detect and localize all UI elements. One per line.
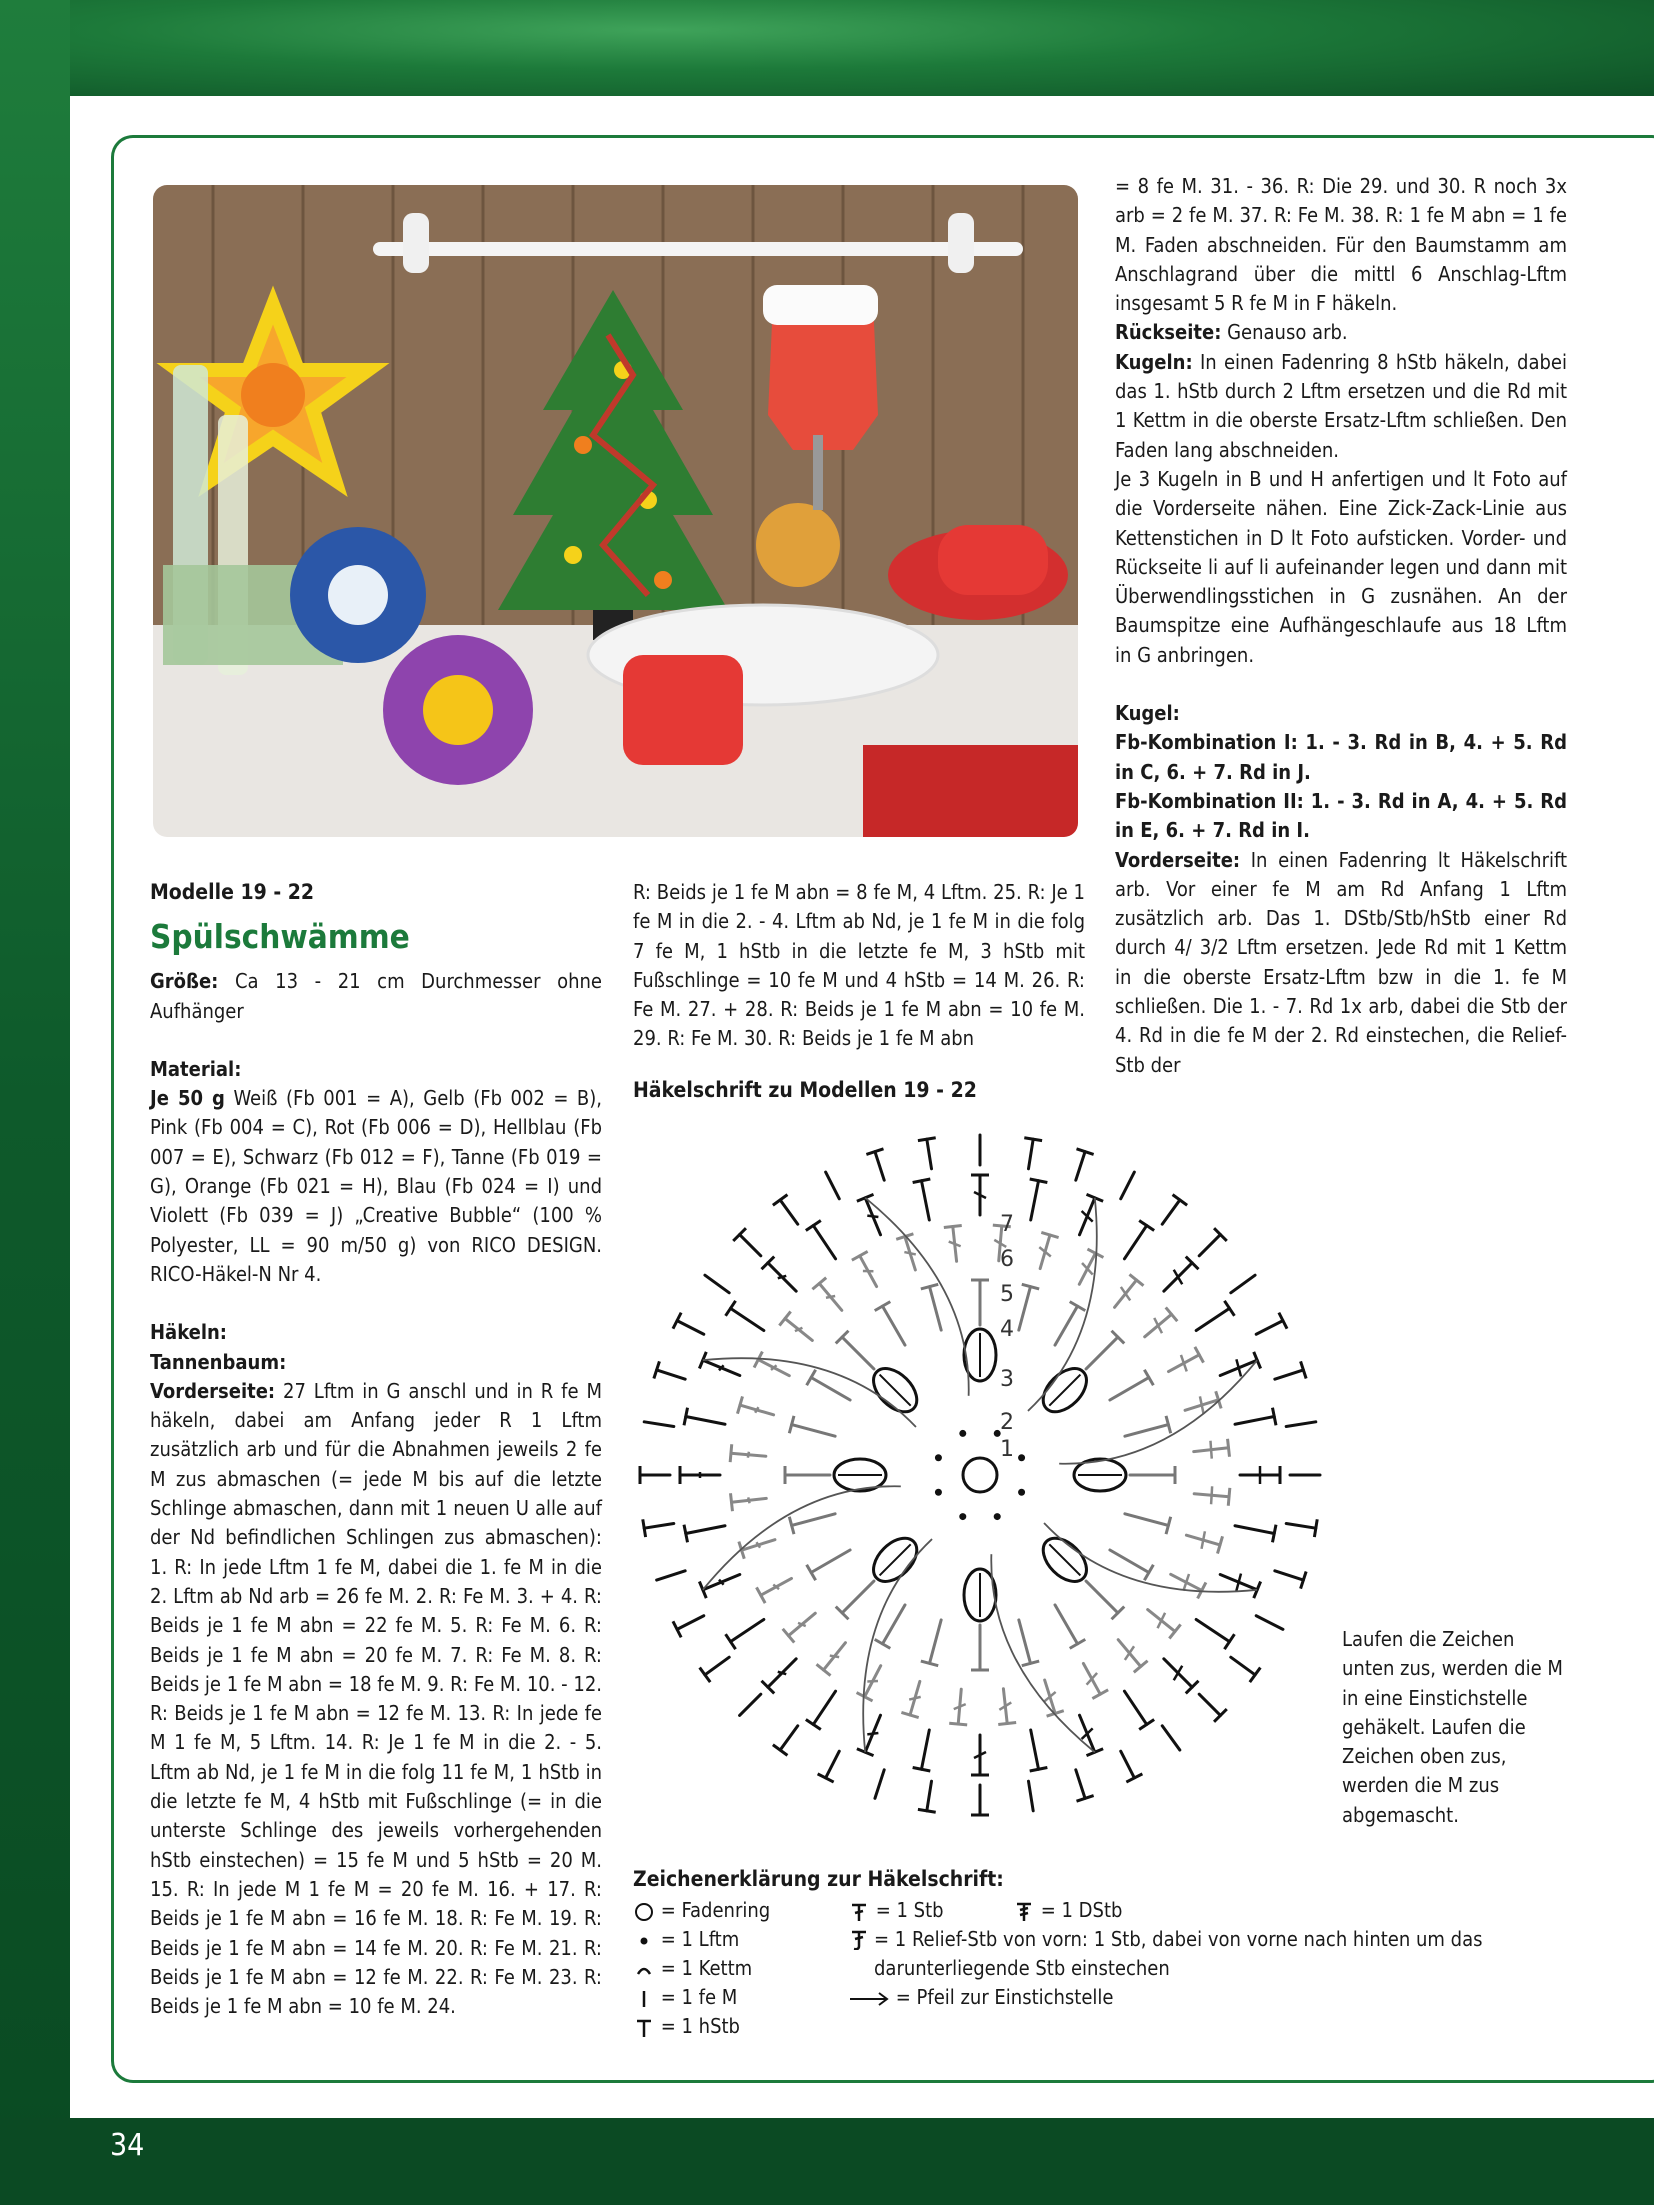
stitch-round-5 [813,1691,835,1724]
top-background [0,0,1654,100]
size-paragraph [150,967,602,1026]
round-number-label: 5 [1000,1282,1014,1307]
stitch-round-7-top [773,1195,788,1206]
stitch-round-5-bar [867,1216,878,1217]
stitch-round-6-top [730,1444,732,1462]
text-block: Je 3 Kugeln in B und H anfertigen und lt Foto auf die Vorderseite nähen. Eine Zick-Zack-Linie aus Kettenstichen in D lt Foto aufsticken. Vorder- und Rückseite li auf li aufeinander legen und dann mit Überwendlingsstichen in G zusnähen. An der Baumspitze eine Aufhängeschlaufe aus 18 Lftm in G anbringen. [1115,466,1567,667]
chain-stitch-symbol [1018,1489,1025,1496]
stitch-round-4 [883,1306,906,1345]
chain-stitch-symbol [959,1513,966,1520]
stitch-round-6-bar [1200,1396,1204,1413]
chain-stitch-symbol [959,1430,966,1437]
stitch-round-6-bar [826,1296,835,1298]
stitch-round-5-top [1139,1221,1154,1231]
stitch-round-6-bar [1202,1531,1205,1549]
stitch-round-5 [1124,1226,1146,1259]
kugeln-paragraph [1115,348,1567,465]
stitch-round-4 [792,1514,835,1526]
stitch-round-6-bar [1154,1318,1162,1333]
stitch-round-5 [1124,1691,1146,1724]
stitch-round-7 [875,1770,884,1799]
stitch-round-4 [1086,1581,1118,1613]
legend-item [633,2012,843,2041]
stitch-round-6-top [944,1226,962,1228]
stitch-round-7 [657,1571,686,1580]
chain-stitch-symbol [994,1513,1001,1520]
stitch-round-6-top [1228,1488,1230,1506]
legend-item [848,1983,1593,2012]
stb-icon [848,1901,870,1923]
stitch-round-7 [740,1694,761,1715]
legend-item [633,1896,843,1925]
legend-column-2 [848,1896,1593,2012]
stitch-round-6-bar [748,1452,749,1458]
stitch-round-4-top [1144,1370,1153,1386]
legend-text: = 1 Relief-Stb von vorn: 1 Stb, dabei von vorne nach hinten um das darunterliegende Stb einstechen [874,1927,1483,1980]
lftm-icon [633,1930,655,1952]
stitch-round-5-top [726,1634,736,1649]
crochet-chart [630,1110,1350,1840]
product-photo [153,185,1078,837]
material-paragraph [150,1084,602,1289]
stitch-round-5 [1031,1730,1039,1769]
stitch-round-7 [1076,1770,1085,1799]
stitch-round-5-top [1272,1525,1276,1543]
material-text: Weiß (Fb 001 = A), Gelb (Fb 002 = B), Pink (Fb 004 = C), Rot (Fb 006 = D), Hellblau (Fb 007 = E), Schwarz (Fb 012 = F), Tanne (Fb 019 = G), Orange (Fb 021 = H), Blau (Fb 024 = I) und Violett (Fb 039 = J) „Creative Bubble“ (100 % Polyester, LL = 90 m/50 g) von RICO DESIGN. RICO-Häkel-N Nr 4. [150,1086,603,1286]
legend [633,1865,1593,2038]
stitch-round-7 [705,1275,729,1293]
stitch-round-7-top [1250,1668,1261,1683]
stitch-round-7 [1275,1370,1304,1379]
stitch-round-5 [921,1730,929,1769]
material-label: Material: [150,1056,242,1081]
hstb-icon [633,2017,655,2039]
stitch-round-7 [1231,1657,1255,1675]
stitch-round-7 [1199,1235,1220,1256]
stitch-round-7 [780,1200,798,1224]
stitch-round-7 [826,1172,840,1199]
stitch-round-6-bar [1158,1613,1166,1628]
legend-item [848,1925,1593,1983]
stitch-round-6-top [949,1723,967,1725]
text-block: = 8 fe M. 31. - 36. R: Die 29. und 30. R noch 3x arb = 2 fe M. 37. R: Fe M. 38. R: 1 fe M abn = 1 fe M. Faden abschneiden. Für den Baumstamm am Anschlagrand über die mittl 6 Anschlag-Lftm insgesamt 5 R fe M in F häkeln. [1115,174,1567,316]
stitch-round-7 [1076,1152,1085,1181]
stitch-round-7 [740,1235,761,1256]
legend-title: Zeichenerklärung zur Häkelschrift: [633,1867,1004,1891]
stitch-round-7-top [773,1745,788,1756]
stitch-round-5-top [1030,1767,1048,1771]
stitch-round-7 [644,1523,674,1528]
stitch-round-7 [644,1422,674,1427]
stitch-round-5-top [726,1301,736,1316]
stitch-round-6-bar [1211,1486,1212,1504]
stitch-round-7 [826,1751,840,1778]
legend-item [848,1896,1593,1925]
tannenbaum-label: Tannenbaum: [150,1349,287,1374]
stitch-round-5 [1235,1526,1274,1534]
legend-text: = 1 hStb [660,2014,740,2038]
kugel-vorderseite-paragraph [1115,846,1567,1080]
stitch-round-5 [813,1226,835,1259]
stitch-round-7 [657,1370,686,1379]
text-block: R: Beids je 1 fe M abn = 8 fe M, 4 Lftm. 25. R: Je 1 fe M in die 2. - 4. Lftm ab Nd, je 1 fe M in die folg 7 fe M, 1 hStb in die letzte fe M, 3 hStb mit Fußschlinge = 10 fe M und 4 hStb = 14 M. 26. R: Fe M. 27. + 28. R: Beids je 1 fe M abn = 10 fe M. 29. R: Fe M. 30. R: Beids je 1 fe M abn [633,880,1085,1051]
stitch-round-5-bar [867,1733,878,1734]
stitch-round-4-top [875,1639,891,1648]
chain-stitch-symbol [935,1489,942,1496]
stitch-round-7 [1231,1275,1255,1293]
stitch-round-5 [686,1526,725,1534]
stitch-round-6-top [731,1493,733,1511]
stitch-round-7 [1199,1694,1220,1715]
stitch-round-7 [1286,1523,1316,1528]
stitch-round-6-top [1228,1439,1230,1457]
stitch-round-4 [1086,1337,1118,1369]
stitch-round-7-top [643,1519,646,1537]
stitch-round-5 [1031,1181,1039,1220]
stitch-round-5-top [806,1719,821,1729]
stitch-round-5-top [913,1767,931,1771]
stitch-round-4 [1019,1620,1031,1663]
stitch-round-7 [1028,1139,1033,1169]
stitch-round-7 [677,1616,704,1630]
chart-note: Laufen die Zeichen unten zus, werden die M in eine Einstichstelle gehäkelt. Laufen die Zeichen oben zus, werden die M zus abgemascht. [1342,1627,1563,1827]
stitch-round-4-top [1144,1565,1153,1581]
rueckseite-text: Genauso arb. [1227,320,1348,345]
stitch-round-6-bar [909,1697,921,1700]
round-number-label: 3 [1000,1367,1014,1392]
kettm-icon [633,1959,655,1981]
stitch-round-5-top [1272,1408,1276,1426]
round-number-label: 7 [1000,1212,1014,1237]
stitch-round-7 [1256,1616,1283,1630]
stitch-round-5 [731,1619,764,1641]
stitch-round-7 [1028,1781,1033,1811]
kugel-label: Kugel: [1115,701,1180,726]
stitch-round-4 [1125,1514,1168,1526]
stitch-round-7 [1121,1751,1135,1778]
stitch-round-7 [927,1781,932,1811]
stitch-round-5-top [1030,1179,1048,1183]
stitch-round-5-top [1224,1634,1234,1649]
stitch-round-4 [842,1581,874,1613]
stitch-round-5 [1196,1308,1229,1330]
stitch-round-4 [883,1605,906,1644]
round-number-label: 4 [1000,1317,1014,1342]
stitch-round-4-top [807,1565,816,1581]
stitch-round-7-top [1314,1519,1317,1537]
stitch-round-7 [1275,1571,1304,1580]
stitch-round-7 [705,1657,729,1675]
size-label: Größe: [150,969,219,994]
legend-item [633,1983,843,2012]
legend-text: = 1 Stb [875,1898,944,1922]
stitch-round-7 [677,1321,704,1335]
stitch-round-4-top [1070,1302,1086,1311]
rueckseite-paragraph [1115,318,1567,347]
stitch-round-6-bar [830,1656,839,1658]
chain-stitch-symbol [935,1454,942,1461]
stitch-round-4 [811,1378,850,1401]
stitch-round-4 [930,1620,942,1663]
column-middle [633,878,1085,1054]
bottom-band [0,2118,1654,2205]
stitch-round-7-top [1173,1195,1188,1206]
stitch-round-7-top [1024,1138,1042,1141]
stitch-round-5 [921,1181,929,1220]
haekeln-label: Häkeln: [150,1320,228,1345]
stitch-round-4-top [875,1302,891,1311]
stitch-round-7 [1256,1321,1283,1335]
stitch-round-5-top [684,1525,688,1543]
fb-kombination-2: Fb-Kombination II: 1. - 3. Rd in A, 4. + 5. Rd in E, 6. + 7. Rd in I. [1115,788,1567,843]
stitch-round-7 [1162,1726,1180,1750]
stitch-round-7-top [918,1809,936,1812]
tannenbaum-paragraph [150,1377,602,2022]
stitch-round-4 [842,1337,874,1369]
stitch-round-4 [1110,1550,1149,1573]
stitch-round-4 [1110,1378,1149,1401]
legend-text: = Fadenring [660,1898,771,1922]
stitch-round-4 [1019,1287,1031,1330]
stitch-round-4-top [807,1370,816,1386]
model-label: Modelle 19 - 22 [150,880,315,904]
stitch-round-7 [1162,1200,1180,1224]
stitch-round-4 [1055,1605,1078,1644]
column-right [1115,172,1567,1080]
stitch-round-5 [686,1416,725,1424]
legend-column-1 [633,1896,843,2041]
stitch-round-7 [1286,1422,1316,1427]
kugeln-label: Kugeln: [1115,349,1193,374]
round-number-label: 1 [1000,1437,1014,1462]
stitch-round-5-top [684,1408,688,1426]
legend-text: = 1 Lftm [660,1927,740,1951]
kugeln-text: In einen Fadenring 8 hStb häkeln, dabei das 1. hStb durch 2 Lftm ersetzen und die Rd mit 1 Kettm in die oberste Ersatz-Lftm schließen. Den Faden lang abschneiden. [1115,349,1567,462]
stitch-round-4 [792,1425,835,1437]
size-text: Ca 13 - 21 cm Durchmesser ohne Aufhänger [150,969,602,1023]
legend-item [633,1954,843,1983]
page-title: Spülschwämme [150,917,410,957]
round-number-label: 2 [1000,1410,1014,1435]
stitch-round-5-top [1224,1301,1234,1316]
page-number: 34 [110,2128,145,2163]
stitch-round-4 [930,1287,942,1330]
stitch-round-4-top [1070,1639,1086,1648]
stitch-round-6-bar [755,1407,758,1413]
fem-icon [633,1988,655,2010]
vorderseite-label: Vorderseite: [1115,847,1241,872]
chart-title: Häkelschrift zu Modellen 19 - 22 [633,1078,977,1102]
stitch-round-4 [1055,1306,1078,1345]
fb-kombination-1: Fb-Kombination I: 1. - 3. Rd in B, 4. + 5. Rd in C, 6. + 7. Rd in J. [1115,730,1567,784]
stitch-round-7 [875,1152,884,1181]
arrow-icon [848,1988,890,2010]
legend-text: = 1 fe M [660,1985,738,2009]
legend-item-dstb [1013,1896,1122,1925]
stitch-round-7 [1121,1172,1135,1199]
fadenring-icon [633,1901,655,1923]
rueckseite-label: Rückseite: [1115,320,1222,345]
vorderseite-label: Vorderseite: [150,1378,276,1403]
legend-text: = 1 Kettm [660,1956,753,1980]
stitch-round-7 [927,1139,932,1169]
vorderseite-text: 27 Lftm in G anschl und in R fe M häkeln, dabei am Anfang jeder R 1 Lftm zusätzlich arb und für die Abnahmen jeweils 2 fe M zus abmaschen (= jede M bis auf die letzte Schlinge abmaschen, dann mit 1 neuen U alle auf der Nd befindlichen Schlingen zus abmaschen): 1. R: In jede Lftm 1 fe M, dabei die 1. fe M in die 2. Lftm ab Nd arb = 26 fe M. 2. R: Fe M. 3. + 4. R: Beids je 1 fe M abn = 22 fe M. 5. R: Fe M. 6. R: Beids je 1 fe M abn = 20 fe M. 7. R: Fe M. 8. R: Beids je 1 fe M abn = 18 fe M. 9. R: Fe M. 10. - 12. R: Beids je 1 fe M abn = 12 fe M. 13. R: In jede fe M 1 fe M, 5 Lftm. 14. R: Je 1 fe M in die 2. - 5. Lftm ab Nd, je 1 fe M in die folg 11 fe M, 1 hStb in die letzte fe M, 4 hStb mit Fußschlinge (= in die unterste Schlinge des jeweils vorhergehenden hStb einstechen) = 15 fe M und 5 hStb = 20 M. 15. R: In jede M 1 fe M = 20 fe M. 16. + 17. R: Beids je 1 fe M abn = 16 fe M. 18. R: Fe M. 19. R: Beids je 1 fe M abn = 14 fe M. 20. R: Fe M. 21. R: Beids je 1 fe M abn = 12 fe M. 22. R: Fe M. 23. R: Beids je 1 fe M abn = 10 fe M. 24. [150,1378,602,2019]
stitch-round-6-top [998,1723,1016,1725]
fadenring-symbol [963,1458,997,1492]
stitch-round-7-top [918,1138,936,1141]
stitch-round-4 [811,1550,850,1573]
stitch-round-6-bar [748,1497,749,1503]
stitch-round-5 [1235,1416,1274,1424]
stitch-round-5 [1196,1619,1229,1641]
stitch-round-6-bar [1210,1441,1211,1459]
legend-text: = 1 DStb [1040,1898,1123,1922]
relief-stb-icon [848,1928,870,1950]
dstb-icon [1013,1901,1035,1923]
column-left [150,878,602,2021]
vorderseite-text: In einen Fadenring lt Häkelschrift arb. Vor einer fe M am Rd Anfang 1 Lftm zusätzlich arb. Das 1. DStb/Stb/hStb einer Rd durch 4/ 3/2 Lftm ersetzen. Jede Rd mit 1 Kettm in die oberste Ersatz-Lftm bzw in die 1. fe M schließen. Die 1. - 7. Rd 1x arb, dabei die Stb der 4. Rd in die fe M der 2. Rd einstechen, die Relief-Stb der [1115,847,1567,1077]
stitch-round-5-top [806,1221,821,1231]
legend-text: = Pfeil zur Einstichstelle [895,1985,1114,2009]
stitch-round-5 [731,1308,764,1330]
round-number-label: 6 [1000,1247,1014,1272]
left-background [0,0,70,2205]
stitch-round-4 [1125,1425,1168,1437]
chain-stitch-symbol [1018,1454,1025,1461]
legend-item [633,1925,843,1954]
stitch-round-5-top [1139,1719,1154,1729]
stitch-round-7 [780,1726,798,1750]
stitch-round-5-top [913,1179,931,1183]
stitch-round-7-top [700,1668,711,1683]
stitch-round-6-bar [904,1252,915,1254]
material-lead: Je 50 g [150,1086,225,1111]
